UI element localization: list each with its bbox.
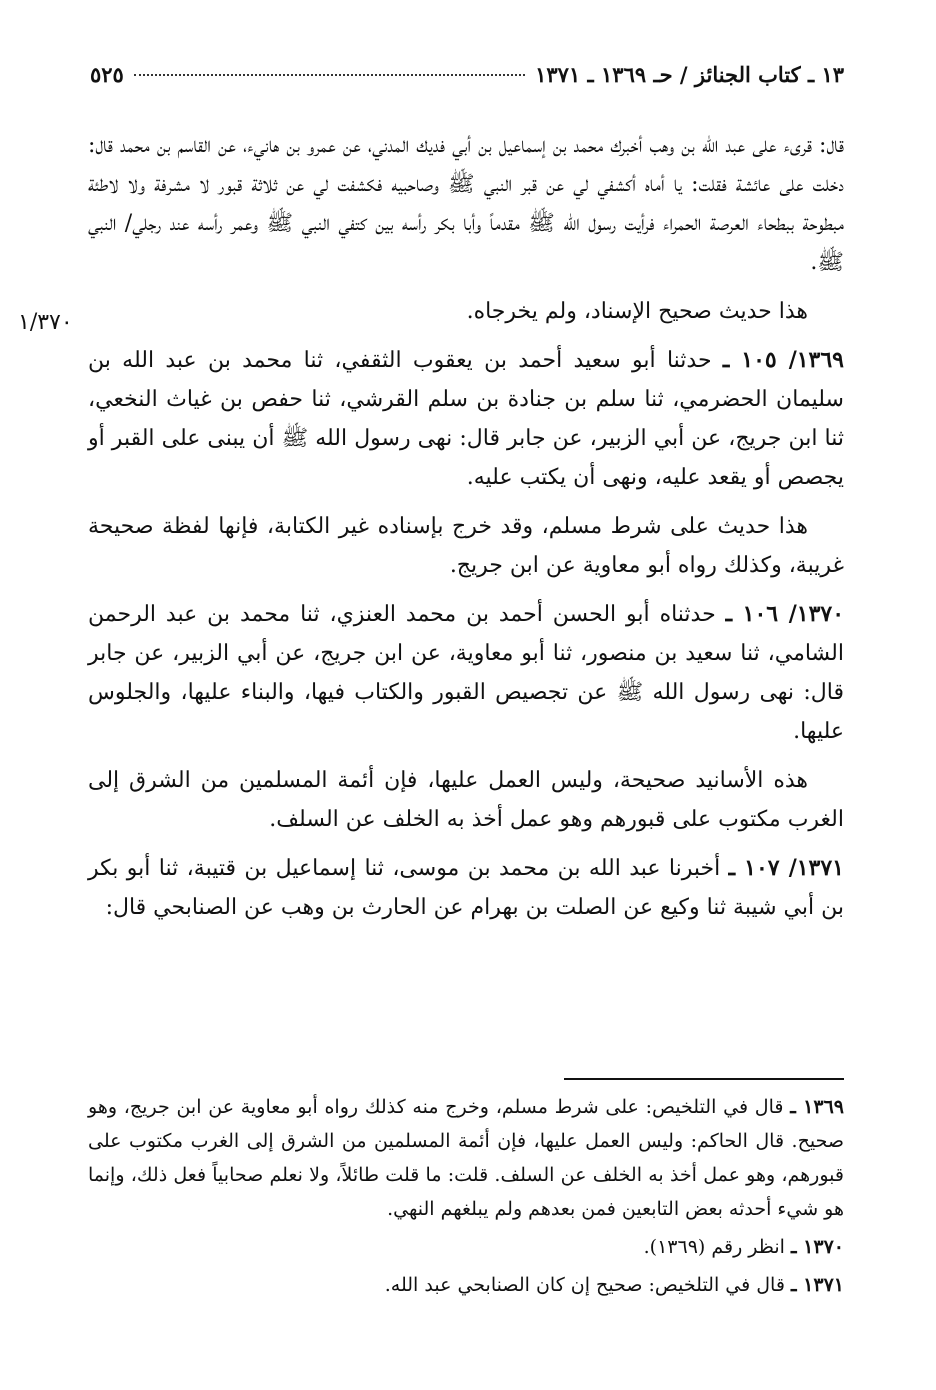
hadith-1371 xyxy=(88,849,844,927)
footnote-text: قال في التلخيص: صحيح إن كان الصنابحي عبد الله. xyxy=(384,1274,785,1296)
paragraph-1: قال: قرىء على عبد الله بن وهب أخبرك محمد بن إسماعيل بن أبي فديك المدني، عن عمرو بن هانيء، عن القاسم بن محمد قال: دخلت على عائشة فقلت: يا أماه أكشفي لي عن قبر النبي ﷺ وصاحبيه فكشفت لي عن ثلاثة قبور لا مشرفة ولا لاطئة مبطوحة ببطحاء العرصة الحمراء فرأيت رسول الله ﷺ مقدماً وأبا بكر رأسه بين كتفي النبي ﷺ وعمر رأسه عند رجلي/ النبي ﷺ. xyxy=(88,133,844,275)
hadith-number: ١٣٧٠/ ١٠٦ ـ xyxy=(725,601,845,627)
footnote-1369 xyxy=(88,1090,844,1226)
hadith-text: حدثناه أبو الحسن أحمد بن محمد العنزي، ثنا محمد بن عبد الرحمن الشامي، ثنا سعيد بن منصور، ثنا أبو معاوية، عن ابن جريج، عن أبي الزبير، عن جابر قال: نهى رسول الله ﷺ عن تجصيص القبور والكتاب فيها، والبناء عليها، والجلوس عليها. xyxy=(88,602,844,744)
hadith-number: ١٣٦٩/ ١٠٥ ـ xyxy=(722,347,844,373)
page-number: ٥٢٥ xyxy=(90,62,124,87)
header-title: ١٣ ـ كتاب الجنائز / حـ ١٣٦٩ ـ ١٣٧١ xyxy=(535,62,844,87)
footnote-text: قال في التلخيص: على شرط مسلم، وخرج منه كذلك رواه أبو معاوية عن ابن جريج، وهو صحيح. قال الحاكم: وليس العمل عليها، فإن أئمة المسلمين من الشرق إلى الغرب مكتوب على قبورهم، وهو عمل أخذ به الخلف عن السلف. قلت: ما قلت طائلاً، ولا نعلم صحابياً فعل ذلك، وإنما هو شيء أحدثه بعض التابعين فمن بعدهم ولم يبلغهم النهي. xyxy=(88,1096,844,1220)
footnote-number: ١٣٧١ ـ xyxy=(790,1274,844,1296)
paragraph-6: هذه الأسانيد صحيحة، وليس العمل عليها، فإن أئمة المسلمين من الشرق إلى الغرب مكتوب على قبورهم وهو عمل أخذ به الخلف عن السلف. xyxy=(88,768,844,832)
main-text xyxy=(88,126,844,937)
paragraph-2: هذا حديث صحيح الإسناد، ولم يخرجاه. xyxy=(466,299,808,324)
header-dot-leader xyxy=(134,74,525,76)
hadith-1370 xyxy=(88,595,844,751)
footnote-number: ١٣٧٠ ـ xyxy=(790,1236,844,1258)
hadith-1369 xyxy=(88,341,844,497)
footnote-number: ١٣٦٩ ـ xyxy=(790,1096,844,1118)
footnote-text: انظر رقم (١٣٦٩). xyxy=(643,1236,785,1258)
footnote-1371 xyxy=(88,1268,844,1302)
footnotes xyxy=(88,1090,844,1306)
running-header xyxy=(90,62,844,96)
hadith-text: أخبرنا عبد الله بن محمد بن موسى، ثنا إسماعيل بن قتيبة، ثنا أبو بكر بن أبي شيبة ثنا وكيع عن الصلت بن بهرام عن الحارث بن وهب عن الصنابحي قال: xyxy=(88,856,844,920)
paragraph-4: هذا حديث على شرط مسلم، وقد خرج بإسناده غير الكتابة، فإنها لفظة صحيحة غريبة، وكذلك رواه أبو معاوية عن ابن جريج. xyxy=(88,514,844,578)
hadith-text: حدثنا أبو سعيد أحمد بن يعقوب الثقفي، ثنا محمد بن عبد الله بن سليمان الحضرمي، ثنا سلم بن جنادة بن سلم القرشي، ثنا حفص بن غياث النخعي، ثنا ابن جريج، عن أبي الزبير، عن جابر قال: نهى رسول الله ﷺ أن يبنى على القبر أو يجصص أو يقعد عليه، ونهى أن يكتب عليه. xyxy=(88,348,844,490)
hadith-number: ١٣٧١/ ١٠٧ ـ xyxy=(728,855,844,881)
footnote-separator xyxy=(564,1078,844,1080)
margin-reference: ١/٣٧٠ xyxy=(18,310,73,335)
footnote-1370 xyxy=(88,1230,844,1264)
